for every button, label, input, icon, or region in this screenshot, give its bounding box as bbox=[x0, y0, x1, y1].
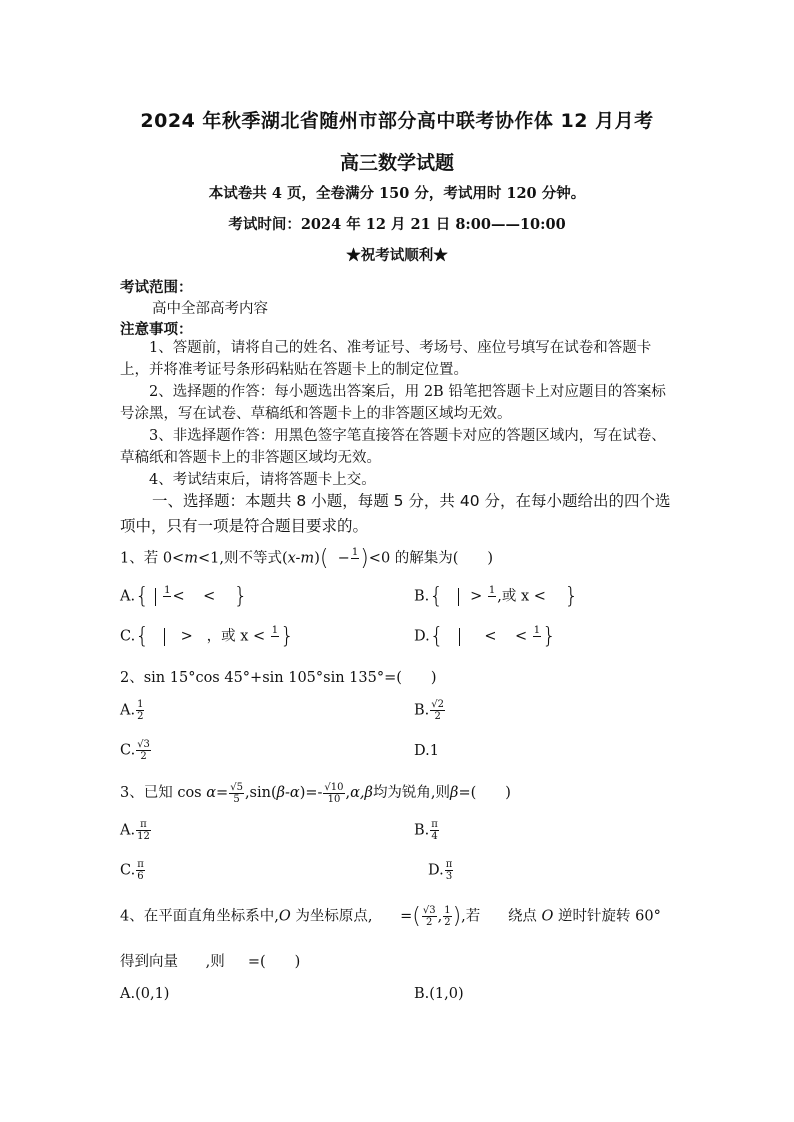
q1-option-d[interactable]: D.{ < < 1 } bbox=[414, 624, 557, 649]
question-1-stem: 1、若 0<m<1,则不等式(x-m)( − 1 )<0 的解集为( ) bbox=[120, 546, 494, 571]
q1-minus: − bbox=[337, 550, 350, 567]
q3-option-b[interactable]: B. $\frac{\pi}{4}$ bbox=[414, 819, 438, 842]
exam-title: 2024 年秋季湖北省随州市部分高中联考协作体 12 月月考 bbox=[140, 110, 654, 132]
q1-tail: <0 的解集为( ) bbox=[368, 550, 494, 567]
q3-option-a[interactable]: A. $\frac{\pi}{12}$ bbox=[120, 819, 150, 842]
scope-content: 高中全部高考内容 bbox=[152, 301, 268, 317]
exam-subtitle: 高三数学试题 bbox=[339, 152, 454, 174]
q3-option-d[interactable]: D. $\frac{\pi}{3}$ bbox=[428, 859, 453, 882]
exam-time-line: 考试时间：2024 年 12 月 21 日 8:00——10:00 bbox=[228, 216, 566, 233]
section1-line2: 项中，只有一项是符合题目要求的。 bbox=[120, 517, 369, 535]
exam-info-line: 本试卷共 4 页，全卷满分 150 分，考试用时 120 分钟。 bbox=[208, 185, 586, 202]
q4-option-b[interactable]: B.(1,0) bbox=[414, 986, 464, 1002]
q1-close: ) bbox=[314, 550, 320, 567]
notes-heading: 注意事项： bbox=[120, 321, 193, 338]
q1-xm: x-m bbox=[287, 550, 315, 567]
q2-option-c[interactable]: C. $\frac{√3}{2}$ bbox=[120, 739, 150, 762]
question-4-stem-line2: 得到向量 ,则 =( ) bbox=[120, 954, 301, 970]
note-item-2: 2、选择题的作答：每小题选出答案后，用 2B 铅笔把答题卡上对应题目的答案标号涂黑，写在试卷、草稿纸和答题卡上的非答题区域均无效。 bbox=[120, 384, 666, 422]
scope-heading: 考试范围： bbox=[120, 279, 193, 296]
exam-wish: ★祝考试顺利★ bbox=[346, 247, 448, 264]
q1-option-a[interactable]: A.{ 1 < < } bbox=[120, 584, 248, 609]
q1-option-c[interactable]: C.{ > ，或 x < 1 } bbox=[120, 624, 295, 649]
section1-line1: 一、选择题：本题共 8 小题，每题 5 分，共 40 分，在每小题给出的四个选 bbox=[152, 492, 671, 510]
q1-option-b[interactable]: B.{ > 1 ,或 x < } bbox=[414, 584, 579, 609]
q2-option-b[interactable]: B. $\frac{√2}{2}$ bbox=[414, 699, 444, 722]
q1-mid: <1,则不等式( bbox=[197, 550, 288, 567]
q2-option-a[interactable]: A. $\frac{1}{2}$ bbox=[120, 699, 144, 722]
note-item-3: 3、非选择题作答：用黑色签字笔直接答在答题卡对应的答题区域内，写在试卷、草稿纸和答题卡上的非答题区域均无效。 bbox=[120, 428, 666, 466]
question-4-stem-line1: 4、在平面直角坐标系中,O 为坐标原点, =( $\frac{√3}{2}$ , $\frac{1}{2}$ ),若 绕点 O 逆时针旋转 60° bbox=[120, 904, 661, 929]
question-3-stem: 3、已知 cos α= $\frac{√5}{5}$ ,sin(β-α)=- $\frac{√10}{10}$ ,α,β均为锐角,则β=( ) bbox=[120, 781, 511, 805]
q1-m: m bbox=[184, 550, 198, 567]
question-2-stem: 2、sin 15°cos 45°+sin 105°sin 135°=( ) bbox=[120, 670, 437, 686]
q4-option-a[interactable]: A.(0,1) bbox=[120, 986, 170, 1002]
note-item-4: 4、考试结束后，请将答题卡上交。 bbox=[149, 472, 376, 488]
q1-prefix: 1、若 0< bbox=[120, 550, 185, 567]
q3-option-c[interactable]: C. $\frac{\pi}{6}$ bbox=[120, 859, 144, 882]
note-item-1: 1、答题前，请将自己的姓名、准考证号、考场号、座位号填写在试卷和答题卡上，并将准考证号条形码粘贴在答题卡上的制定位置。 bbox=[120, 340, 652, 378]
q2-option-d[interactable]: D.1 bbox=[414, 743, 439, 759]
q1-frac: 1 bbox=[351, 547, 359, 558]
